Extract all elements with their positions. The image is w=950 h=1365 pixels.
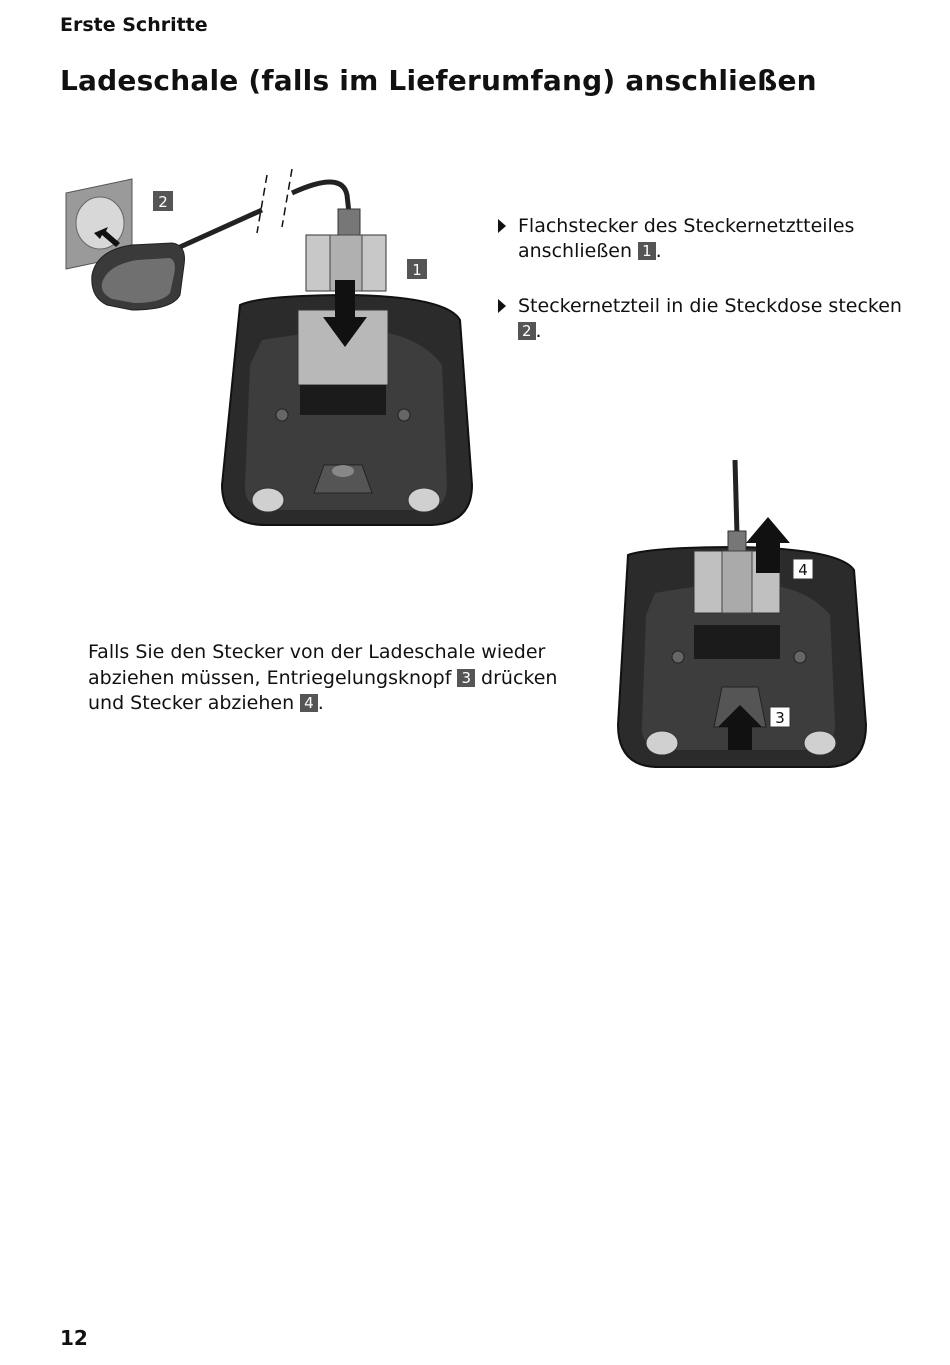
note-badge-3: 3 (457, 669, 475, 687)
note-text-2: drücken und Stecker abziehen (88, 666, 558, 714)
section-header: Erste Schritte (60, 14, 208, 36)
step-1-text: Flachstecker des Steckernetztteiles anschließen (518, 215, 855, 262)
figure-label-2: 2 (158, 193, 168, 211)
note-text-3: . (317, 692, 324, 714)
triangle-bullet-icon (496, 217, 508, 235)
step-1-badge: 1 (638, 242, 656, 260)
figure-label-3: 3 (775, 709, 785, 727)
note-badge-4: 4 (300, 694, 318, 712)
figure-label-1: 1 (412, 261, 422, 279)
step-2-badge: 2 (518, 322, 536, 340)
figure-label-4: 4 (798, 561, 808, 579)
unplug-note (88, 640, 573, 717)
step-1-text-end: . (655, 240, 662, 262)
step-2-text: Steckernetzteil in die Steckdose stecken (518, 295, 902, 317)
page-number: 12 (60, 1326, 88, 1350)
step-2-text-end: . (535, 320, 542, 342)
instruction-step-2 (496, 294, 916, 344)
note-text-1: Falls Sie den Stecker von der Ladeschale wieder abziehen müssen, Entriegelungsknopf (88, 641, 546, 689)
page-title: Ladeschale (falls im Lieferumfang) anschließen (60, 64, 817, 97)
instruction-step-1 (496, 214, 916, 264)
triangle-bullet-icon (496, 297, 508, 315)
charger-remove-illustration (610, 455, 872, 773)
charger-connect-illustration (62, 165, 477, 530)
